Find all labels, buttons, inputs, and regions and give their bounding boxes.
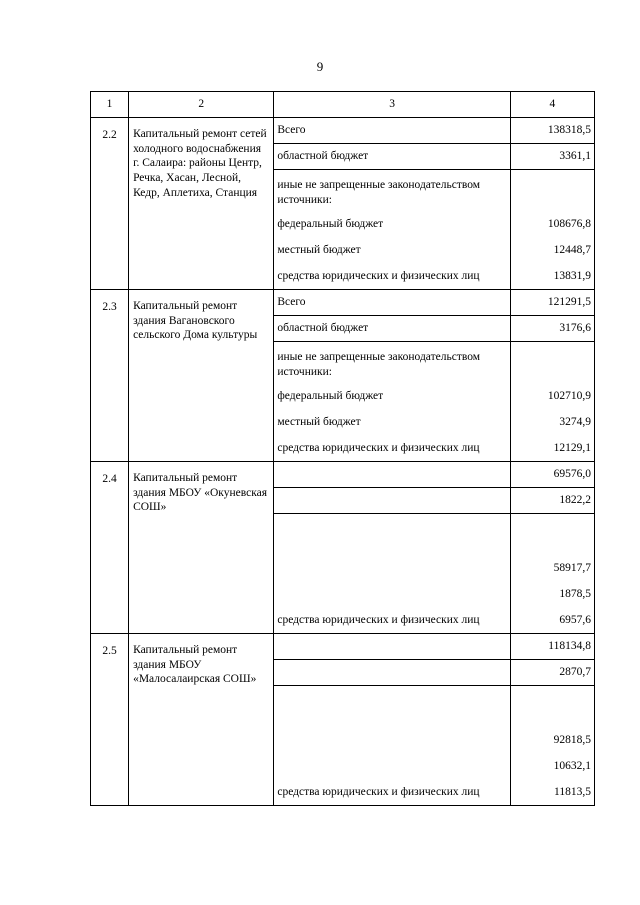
table-row xyxy=(91,118,595,144)
source-label xyxy=(274,462,510,488)
source-value xyxy=(510,686,594,728)
source-value: 3274,9 xyxy=(510,410,594,436)
source-label xyxy=(274,488,510,514)
source-label: средства юридических и физических лиц xyxy=(274,436,510,462)
section-name: Капитальный ремонт здания МБОУ «Малосалаирская СОШ» xyxy=(129,634,274,806)
header-row xyxy=(91,92,595,118)
section-name: Капитальный ремонт здания МБОУ «Окуневская СОШ» xyxy=(129,462,274,634)
source-value: 69576,0 xyxy=(510,462,594,488)
funding-table xyxy=(90,91,595,806)
source-value: 92818,5 xyxy=(510,728,594,754)
source-label xyxy=(274,634,510,660)
section-number: 2.2 xyxy=(91,118,129,290)
source-label: средства юридических и физических лиц xyxy=(274,608,510,634)
table-row xyxy=(91,290,595,316)
source-value: 13831,9 xyxy=(510,264,594,290)
page-number: 9 xyxy=(316,59,324,74)
source-label: областной бюджет xyxy=(274,144,510,170)
source-value: 6957,6 xyxy=(510,608,594,634)
source-value: 10632,1 xyxy=(510,754,594,780)
source-value: 118134,8 xyxy=(510,634,594,660)
source-value: 102710,9 xyxy=(510,384,594,410)
source-label: иные не запрещенные законодательством источники: xyxy=(274,342,510,384)
source-value: 3176,6 xyxy=(510,316,594,342)
header-col-1: 1 xyxy=(91,92,129,118)
source-label: средства юридических и физических лиц xyxy=(274,780,510,806)
source-value: 121291,5 xyxy=(510,290,594,316)
source-value xyxy=(510,170,594,212)
source-value: 12129,1 xyxy=(510,436,594,462)
source-value: 3361,1 xyxy=(510,144,594,170)
header-col-3: 3 xyxy=(274,92,510,118)
source-value: 11813,5 xyxy=(510,780,594,806)
source-value: 108676,8 xyxy=(510,212,594,238)
source-value: 58917,7 xyxy=(510,556,594,582)
section-number: 2.4 xyxy=(91,462,129,634)
source-label xyxy=(274,754,510,780)
header-col-4: 4 xyxy=(510,92,594,118)
source-label: областной бюджет xyxy=(274,316,510,342)
source-label: федеральный бюджет xyxy=(274,212,510,238)
section-name: Капитальный ремонт сетей холодного водоснабжения г. Салаира: районы Центр, Речка, Хасан, Лесной, Кедр, Аплетиха, Станция xyxy=(129,118,274,290)
source-label: Всего xyxy=(274,290,510,316)
source-label: иные не запрещенные законодательством источники: xyxy=(274,170,510,212)
source-label xyxy=(274,556,510,582)
table-row xyxy=(91,634,595,660)
section-name: Капитальный ремонт здания Вагановского сельского Дома культуры xyxy=(129,290,274,462)
source-label: Всего xyxy=(274,118,510,144)
source-label xyxy=(274,660,510,686)
source-value xyxy=(510,514,594,556)
source-value: 138318,5 xyxy=(510,118,594,144)
header-col-2: 2 xyxy=(129,92,274,118)
source-value xyxy=(510,342,594,384)
source-value: 2870,7 xyxy=(510,660,594,686)
source-value: 1878,5 xyxy=(510,582,594,608)
source-label xyxy=(274,728,510,754)
source-label: средства юридических и физических лиц xyxy=(274,264,510,290)
section-number: 2.3 xyxy=(91,290,129,462)
source-value: 1822,2 xyxy=(510,488,594,514)
source-label xyxy=(274,582,510,608)
table-row xyxy=(91,462,595,488)
source-label xyxy=(274,686,510,728)
source-label xyxy=(274,514,510,556)
section-number: 2.5 xyxy=(91,634,129,806)
source-label: федеральный бюджет xyxy=(274,384,510,410)
source-label: местный бюджет xyxy=(274,410,510,436)
source-label: местный бюджет xyxy=(274,238,510,264)
source-value: 12448,7 xyxy=(510,238,594,264)
